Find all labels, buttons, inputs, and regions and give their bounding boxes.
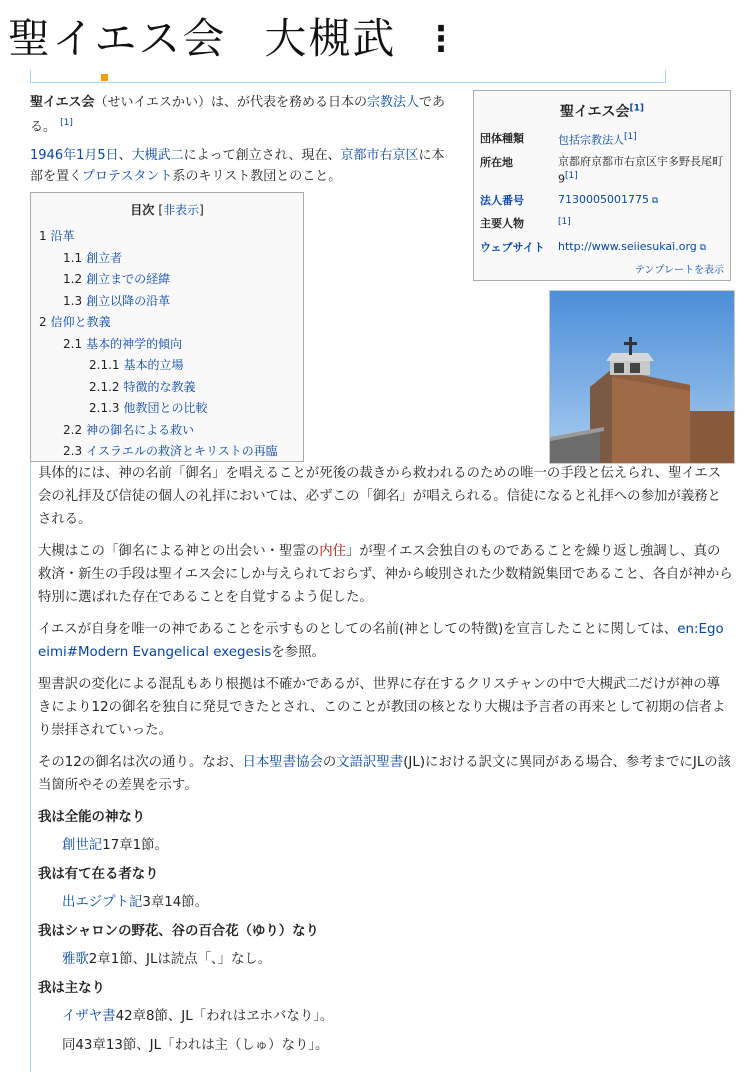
toc-item-theology[interactable] bbox=[31, 334, 303, 356]
toc-item-israel[interactable] bbox=[31, 441, 303, 462]
toc-link[interactable]: 信仰と教義 bbox=[50, 315, 111, 329]
toc-link[interactable]: 沿革 bbox=[50, 229, 75, 243]
infobox-value bbox=[558, 189, 724, 212]
link-bible-society[interactable]: 日本聖書協会 bbox=[242, 755, 323, 770]
infobox-title bbox=[480, 101, 724, 121]
names-list bbox=[38, 806, 733, 1057]
link-bungo-bible[interactable]: 文語訳聖書 bbox=[336, 755, 404, 770]
link-genesis[interactable]: 創世記 bbox=[62, 838, 103, 853]
link-ego-eimi[interactable]: en:Ego eimi#Modern Evangelical exegesis bbox=[38, 622, 724, 660]
infobox-label: 所在地 bbox=[480, 155, 513, 169]
toc-link[interactable]: 創立までの経緯 bbox=[86, 272, 171, 286]
toc-link[interactable]: 創立者 bbox=[86, 250, 123, 265]
toc-link[interactable]: 基本的神学的傾向 bbox=[86, 336, 183, 351]
toc-title-text: 目次 bbox=[130, 203, 155, 217]
infobox-title-ref[interactable]: [1] bbox=[629, 103, 644, 114]
toc-title bbox=[31, 201, 303, 218]
toc-item-salvation[interactable] bbox=[31, 420, 303, 442]
ref-1[interactable]: [1] bbox=[60, 118, 73, 128]
content-frame-top bbox=[30, 70, 666, 83]
body-text: 大槻はこの「御名による神との出会い・聖霊の bbox=[38, 544, 320, 559]
orange-marker bbox=[101, 74, 108, 81]
link-isaiah[interactable]: イザヤ書 bbox=[62, 1009, 116, 1024]
body-paragraph-2 bbox=[38, 540, 733, 609]
link-corporate-number[interactable]: 7130005001775 bbox=[558, 193, 649, 207]
link-website[interactable]: http://www.seiiesukai.org bbox=[558, 239, 697, 253]
name-term: 我は主なり bbox=[38, 981, 105, 996]
link-date[interactable]: 1946年1月5日 bbox=[30, 148, 119, 164]
text-cursor: ⁝ bbox=[434, 14, 450, 63]
address-text: 京都府京都市右京区宇多野長尾町9 bbox=[558, 154, 723, 186]
body-text: (JL)における訳文に異同がある場合、参考までにJLの該当箇所やその差異を示す。 bbox=[38, 755, 732, 793]
infobox-row bbox=[480, 151, 724, 190]
link-founder[interactable]: 大槻武二 bbox=[131, 148, 184, 164]
toc-item-doctrine[interactable] bbox=[31, 377, 303, 399]
infobox-value bbox=[558, 127, 724, 151]
banner-title-part1: 聖イエス会 bbox=[8, 14, 227, 63]
toc-toggle bbox=[158, 203, 203, 217]
church-image bbox=[550, 291, 734, 463]
toc-num: 1.1 bbox=[63, 250, 83, 265]
body-text: その12の御名は次の通り。なお、 bbox=[38, 755, 243, 770]
name-ref bbox=[62, 948, 733, 971]
body-text: イエスが自身を唯一の神であることを示すものとしての名前(神としての特徴)を宣言したことに関しては、 bbox=[38, 622, 678, 637]
name-ref bbox=[62, 1034, 733, 1057]
infobox bbox=[473, 90, 731, 281]
toc-link[interactable]: 創立以降の沿革 bbox=[86, 293, 171, 308]
toc-num: 1.2 bbox=[63, 272, 83, 286]
toc-num: 2.1.2 bbox=[89, 379, 120, 394]
bracket: ] bbox=[199, 203, 204, 217]
body-paragraph-4: 聖書訳の変化による混乱もあり根拠は不確かであるが、世界に存在するクリスチャンの中で大槻武二だけが神の導きにより12の御名を独自に発見できたとされ、このことが教団の核となり大槻は予言者の再来として初期の信者より崇拝されていった。 bbox=[38, 677, 726, 738]
infobox-table bbox=[480, 127, 724, 259]
infobox-value bbox=[558, 212, 724, 236]
church-photo[interactable] bbox=[549, 290, 735, 464]
infobox-row bbox=[480, 236, 724, 259]
toc-item-comparison[interactable] bbox=[31, 398, 303, 420]
toc-num: 2.1.1 bbox=[89, 358, 120, 372]
intro-paragraph-1 bbox=[30, 92, 455, 137]
infobox-value bbox=[558, 151, 724, 190]
toc-item-background[interactable] bbox=[31, 269, 303, 291]
ref[interactable]: [1] bbox=[558, 217, 571, 228]
link-exodus[interactable]: 出エジプト記 bbox=[62, 895, 143, 910]
infobox-row bbox=[480, 189, 724, 212]
toc-item-faith[interactable] bbox=[31, 312, 303, 334]
intro-section bbox=[30, 92, 455, 195]
toc-num: 2.3 bbox=[63, 444, 83, 458]
name-ref bbox=[62, 891, 733, 914]
intro-paragraph-2 bbox=[30, 145, 455, 187]
intro-text: 系のキリスト教団とのこと。 bbox=[172, 169, 342, 185]
name-ref bbox=[62, 1005, 733, 1028]
link-show-template[interactable]: テンプレートを表示 bbox=[634, 264, 724, 276]
toc-link[interactable]: 基本的立場 bbox=[123, 358, 184, 372]
body-text: を参照。 bbox=[271, 645, 325, 660]
link-org-type[interactable]: 包括宗教法人 bbox=[558, 133, 624, 147]
article-body bbox=[38, 462, 733, 1063]
ref[interactable]: [1] bbox=[624, 132, 637, 142]
body-text: 」が聖イエス会独自のものであることを繰り返し強調し、真の救済・新生の手段は聖イエス会にしか与えられておらず、神から峻別された少数精鋭集団であること、各自が神から特別に選ばれた存在であることを自覚するよう促した。 bbox=[38, 544, 733, 605]
name-term: 我はシャロンの野花、谷の百合花（ゆり）なり bbox=[38, 924, 319, 939]
toc-hide-button[interactable]: 非表示 bbox=[163, 203, 200, 217]
body-paragraph-1: 具体的には、神の名前「御名」を唱えることが死後の裁きから救われるのための唯一の手段と伝えられ、聖イエス会の礼拝及び信徒の個人の礼拝においては、必ずこの「御名」が唱えられる。信徒になると礼拝への参加が義務とされる。 bbox=[38, 466, 722, 527]
ref-text: 42章8節、JL「われはヱホバなり」。 bbox=[115, 1009, 334, 1024]
name-ref bbox=[62, 834, 733, 857]
intro-text: に本部を置く bbox=[30, 148, 445, 185]
page-banner-title bbox=[8, 6, 450, 68]
link-song-of-songs[interactable]: 雅歌 bbox=[62, 952, 89, 967]
intro-text: によって創立され、現在、 bbox=[183, 148, 341, 164]
toc-link[interactable]: 他教団との比較 bbox=[123, 401, 208, 415]
content-frame-left bbox=[30, 462, 31, 1072]
ref-text: 17章1節。 bbox=[102, 838, 168, 853]
infobox-value bbox=[558, 236, 724, 259]
redlink-indwelling[interactable]: 内住 bbox=[319, 544, 346, 559]
ref-text: 2章1節、JLは読点「、」なし。 bbox=[88, 952, 272, 967]
toc-num: 2 bbox=[39, 315, 47, 329]
banner-title-part2: 大槻武 bbox=[264, 14, 397, 63]
name-term: 我は有て在る者なり bbox=[38, 867, 159, 882]
infobox-label-link[interactable]: 法人番号 bbox=[480, 194, 524, 208]
toc-item-founder[interactable] bbox=[31, 248, 303, 270]
intro-text-tail: である。 bbox=[30, 95, 445, 135]
toc-item-after-founding[interactable] bbox=[31, 291, 303, 313]
body-paragraph-3 bbox=[38, 618, 733, 664]
intro-bold-name: 聖イエス会 bbox=[30, 95, 95, 110]
link-religious-corporation[interactable]: 宗教法人 bbox=[366, 95, 419, 110]
bracket: [ bbox=[158, 203, 164, 217]
toc-link[interactable]: 神の御名による救い bbox=[86, 422, 195, 437]
ref[interactable]: [1] bbox=[565, 170, 578, 181]
link-place[interactable]: 京都市右京区 bbox=[340, 148, 419, 164]
sep: 、 bbox=[118, 148, 132, 164]
toc-num: 2.1.3 bbox=[89, 401, 120, 415]
infobox-label-link[interactable]: ウェブサイト bbox=[480, 240, 545, 254]
body-paragraph-5 bbox=[38, 751, 733, 797]
infobox-label: 主要人物 bbox=[480, 217, 524, 231]
toc-item-history[interactable] bbox=[31, 226, 303, 248]
toc-link[interactable]: イスラエルの救済とキリストの再臨 bbox=[86, 444, 278, 458]
ref-text: 3章14節。 bbox=[142, 895, 209, 910]
name-term: 我は全能の神なり bbox=[38, 810, 146, 825]
infobox-row bbox=[480, 127, 724, 151]
infobox-row bbox=[480, 212, 724, 236]
toc-item-basic-stance[interactable] bbox=[31, 355, 303, 377]
link-protestant[interactable]: プロテスタント bbox=[82, 169, 173, 185]
toc-num: 2.1 bbox=[63, 336, 83, 351]
toc-num: 1.3 bbox=[63, 293, 83, 308]
external-link-icon: ⧉ bbox=[648, 196, 659, 207]
infobox-label: 団体種類 bbox=[480, 132, 524, 145]
intro-text: （せいイエスかい）は、が代表を務める日本の bbox=[94, 95, 367, 110]
ref-text: 同43章13節、JL「われは主（しゅ）なり」。 bbox=[62, 1038, 329, 1053]
toc-num: 1 bbox=[39, 229, 47, 243]
external-link-icon: ⧉ bbox=[696, 242, 707, 253]
infobox-title-text: 聖イエス会 bbox=[560, 104, 630, 120]
toc-num: 2.2 bbox=[63, 422, 83, 437]
table-of-contents bbox=[30, 192, 304, 462]
toc-link[interactable]: 特徴的な教義 bbox=[123, 379, 196, 394]
body-text: の bbox=[322, 755, 337, 770]
